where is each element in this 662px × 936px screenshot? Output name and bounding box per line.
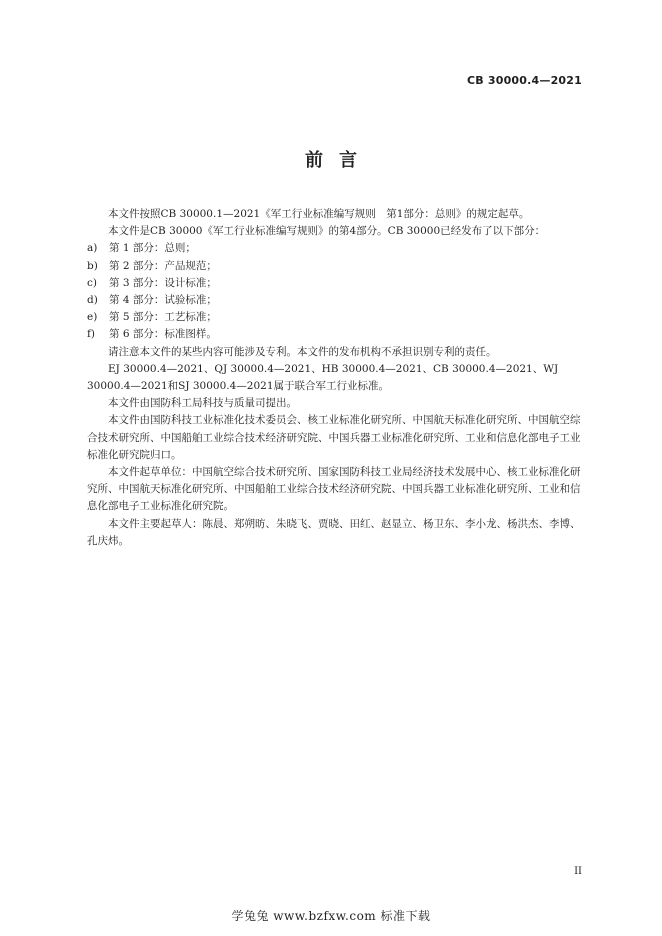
list-marker: f): [87, 328, 95, 341]
standard-number: CB 30000.4—2021: [466, 74, 582, 87]
list-marker: a): [87, 242, 98, 255]
paragraph-patent-notice: 请注意本文件的某些内容可能涉及专利。本文件的发布机构不承担识别专利的责任。: [108, 345, 497, 358]
list-item: [87, 240, 587, 257]
list-text: 第 4 部分：试验标准；: [109, 294, 217, 307]
list-item: [87, 258, 587, 275]
paragraph-centralized-by: 本文件由国防科技工业标准化技术委员会、核工业标准化研究所、中国航天标准化研究所、中国航空综合技术研究所、中国船舶工业综合技术经济研究院、中国兵器工业标准化研究所、工业和信息化部电子工业标准化研究院归口。: [87, 414, 581, 461]
list-item: [87, 326, 587, 343]
list-marker: d): [87, 294, 98, 307]
paragraph-part-intro: 本文件是CB 30000《军工行业标准编写规则》的第4部分。CB 30000已经发布了以下部分：: [108, 225, 546, 238]
list-text: 第 6 部分：标准图样。: [109, 328, 217, 341]
list-marker: c): [87, 276, 97, 289]
list-item: [87, 309, 587, 326]
paragraph-drafting-rule: 本文件按照CB 30000.1—2021《军工行业标准编写规则 第1部分：总则》的规定起草。: [108, 208, 530, 220]
foreword-body: [87, 206, 587, 550]
footer-watermark: 学兔兔 www.bzfxw.com 标准下载: [231, 909, 431, 923]
paragraph-joint-standards: EJ 30000.4—2021、QJ 30000.4—2021、HB 30000.4—2021、CB 30000.4—2021、WJ 30000.4—2021和SJ 30000.4—2021属于联合军工行业标准。: [87, 362, 559, 393]
page-number: II: [574, 866, 582, 877]
paragraph-drafting-units: 本文件起草单位：中国航空综合技术研究所、国家国防科技工业局经济技术发展中心、核工业标准化研究所、中国航天标准化研究所、中国船舶工业综合技术经济研究院、中国兵器工业标准化研究所、工业和信息化部电子工业标准化研究院。: [87, 466, 581, 513]
list-marker: e): [87, 311, 98, 324]
paragraph-main-drafters: 本文件主要起草人：陈晨、郑朔昉、朱晓飞、贾晓、田红、赵显立、杨卫东、李小龙、杨洪杰、李博、孔庆炜。: [87, 517, 581, 547]
list-text: 第 5 部分：工艺标准；: [109, 311, 217, 324]
list-text: 第 2 部分：产品规范；: [109, 259, 217, 272]
list-text: 第 3 部分：设计标准；: [109, 276, 217, 289]
list-item: [87, 292, 587, 309]
list-marker: b): [87, 259, 98, 272]
list-text: 第 1 部分：总则；: [109, 242, 196, 255]
list-item: [87, 275, 587, 292]
paragraph-proposer: 本文件由国防科工局科技与质量司提出。: [108, 397, 297, 410]
page-title: 前言: [305, 150, 373, 171]
